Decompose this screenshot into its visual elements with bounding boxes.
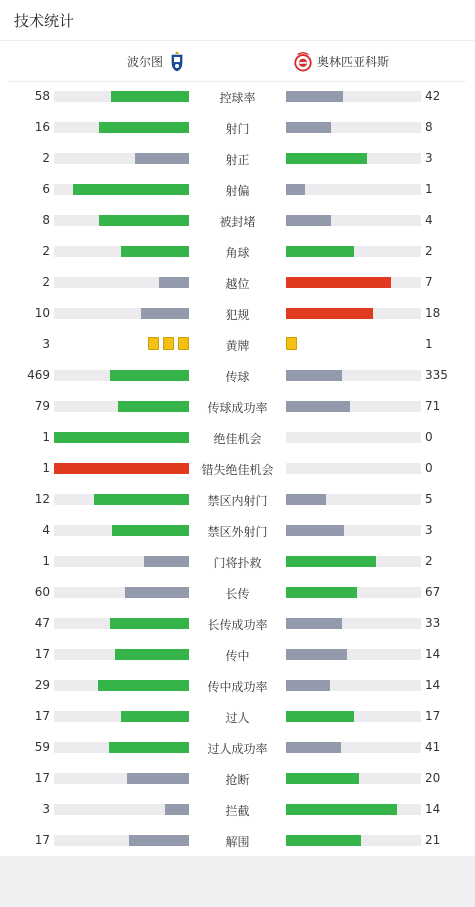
home-bar-track <box>54 680 189 691</box>
home-value: 79 <box>34 399 50 413</box>
stat-label: 解围 <box>225 835 250 849</box>
home-bar-fill <box>98 680 189 691</box>
home-bar-fill <box>121 711 189 722</box>
stat-row <box>0 732 475 763</box>
away-bar-fill <box>286 525 344 536</box>
home-bar-track <box>54 91 189 102</box>
home-value: 1 <box>42 430 50 444</box>
stat-row <box>0 670 475 701</box>
away-bar-track <box>286 556 421 567</box>
home-value: 8 <box>42 213 50 227</box>
stat-row <box>0 794 475 825</box>
home-bar-track <box>54 618 189 629</box>
away-bar-fill <box>286 773 359 784</box>
home-bar-fill <box>129 835 189 846</box>
stat-label: 犯规 <box>225 308 250 322</box>
stat-label: 射正 <box>225 153 250 167</box>
home-bar-track <box>54 773 189 784</box>
stat-row <box>0 701 475 732</box>
home-bar-track <box>54 711 189 722</box>
away-team[interactable] <box>293 48 389 74</box>
stat-row <box>0 422 475 453</box>
away-yellow-cards <box>286 337 297 351</box>
home-bar-fill <box>115 649 189 660</box>
stat-label: 绝佳机会 <box>213 432 262 446</box>
away-value: 1 <box>425 337 433 351</box>
home-bar-track <box>54 556 189 567</box>
home-bar-fill <box>135 153 189 164</box>
stat-row <box>0 174 475 205</box>
home-yellow-cards <box>148 337 189 351</box>
stat-label: 射门 <box>225 122 250 136</box>
home-value: 3 <box>42 337 50 351</box>
home-value: 1 <box>42 461 50 475</box>
away-value: 67 <box>425 585 441 599</box>
home-value: 12 <box>34 492 50 506</box>
home-bar-track <box>54 401 189 412</box>
stat-label: 抢断 <box>225 773 250 787</box>
away-bar-fill <box>286 556 376 567</box>
away-value: 0 <box>425 430 433 444</box>
away-value: 14 <box>425 802 441 816</box>
home-bar-fill <box>121 246 189 257</box>
home-bar-track <box>54 835 189 846</box>
away-bar-fill <box>286 246 354 257</box>
yellow-card-icon <box>148 337 159 350</box>
home-bar-track <box>54 742 189 753</box>
stat-label: 长传成功率 <box>207 618 268 632</box>
away-value: 3 <box>425 151 433 165</box>
stat-row <box>0 236 475 267</box>
stat-label: 禁区内射门 <box>207 494 268 508</box>
stat-label: 拦截 <box>225 804 250 818</box>
olympiacos-crest-icon <box>293 50 313 72</box>
away-bar-fill <box>286 804 397 815</box>
away-value: 71 <box>425 399 441 413</box>
away-bar-track <box>286 804 421 815</box>
home-bar-fill <box>165 804 189 815</box>
home-value: 2 <box>42 244 50 258</box>
home-value: 17 <box>34 771 50 785</box>
stat-label: 长传 <box>225 587 250 601</box>
home-bar-track <box>54 122 189 133</box>
page-title: 技术统计 <box>14 12 75 30</box>
home-value: 17 <box>34 647 50 661</box>
away-value: 14 <box>425 647 441 661</box>
stat-label: 射偏 <box>225 184 250 198</box>
home-bar-fill <box>159 277 189 288</box>
away-bar-track <box>286 432 421 443</box>
home-value: 6 <box>42 182 50 196</box>
away-bar-fill <box>286 711 354 722</box>
away-value: 3 <box>425 523 433 537</box>
home-value: 47 <box>34 616 50 630</box>
away-value: 2 <box>425 244 433 258</box>
stat-row <box>0 825 475 856</box>
stat-row <box>0 608 475 639</box>
away-bar-fill <box>286 122 331 133</box>
away-value: 33 <box>425 616 441 630</box>
away-value: 42 <box>425 89 441 103</box>
away-bar-track <box>286 773 421 784</box>
stat-row <box>0 577 475 608</box>
away-value: 17 <box>425 709 441 723</box>
stat-row <box>0 484 475 515</box>
away-bar-track <box>286 122 421 133</box>
porto-crest-icon <box>167 50 187 72</box>
stat-label: 传球成功率 <box>207 401 268 415</box>
away-value: 14 <box>425 678 441 692</box>
away-value: 2 <box>425 554 433 568</box>
away-value: 0 <box>425 461 433 475</box>
away-bar-fill <box>286 401 350 412</box>
away-bar-track <box>286 525 421 536</box>
away-bar-track <box>286 370 421 381</box>
stat-row <box>0 267 475 298</box>
home-bar-track <box>54 525 189 536</box>
home-value: 1 <box>42 554 50 568</box>
home-bar-track <box>54 370 189 381</box>
home-bar-track <box>54 587 189 598</box>
away-bar-fill <box>286 308 373 319</box>
home-bar-track <box>54 432 189 443</box>
home-value: 29 <box>34 678 50 692</box>
away-value: 18 <box>425 306 441 320</box>
stat-row <box>0 515 475 546</box>
stat-row <box>0 546 475 577</box>
stat-label: 控球率 <box>219 91 256 105</box>
home-value: 3 <box>42 802 50 816</box>
away-bar-fill <box>286 587 357 598</box>
home-value: 469 <box>27 368 50 382</box>
away-bar-track <box>286 835 421 846</box>
away-bar-track <box>286 618 421 629</box>
away-bar-fill <box>286 680 330 691</box>
away-value: 5 <box>425 492 433 506</box>
home-bar-fill <box>54 432 189 443</box>
home-bar-fill <box>109 742 189 753</box>
home-value: 17 <box>34 709 50 723</box>
stat-label: 角球 <box>225 246 250 260</box>
away-bar-track <box>286 308 421 319</box>
yellow-card-icon <box>286 337 297 350</box>
home-bar-track <box>54 494 189 505</box>
yellow-card-icon <box>163 337 174 350</box>
home-bar-fill <box>125 587 189 598</box>
home-bar-fill <box>144 556 189 567</box>
away-bar-fill <box>286 742 341 753</box>
stat-row <box>0 639 475 670</box>
stat-label: 错失绝佳机会 <box>201 463 274 477</box>
away-value: 20 <box>425 771 441 785</box>
away-bar-track <box>286 742 421 753</box>
away-bar-track <box>286 463 421 474</box>
yellow-card-icon <box>178 337 189 350</box>
home-bar-track <box>54 463 189 474</box>
away-bar-fill <box>286 494 326 505</box>
stat-label: 过人 <box>225 711 250 725</box>
home-bar-fill <box>127 773 189 784</box>
away-bar-fill <box>286 277 391 288</box>
home-bar-fill <box>111 91 189 102</box>
away-bar-track <box>286 680 421 691</box>
home-bar-fill <box>110 370 189 381</box>
away-bar-fill <box>286 215 331 226</box>
home-value: 4 <box>42 523 50 537</box>
away-bar-fill <box>286 370 342 381</box>
away-value: 1 <box>425 182 433 196</box>
away-bar-fill <box>286 91 343 102</box>
stat-label: 黄牌 <box>225 339 250 353</box>
home-bar-fill <box>99 122 189 133</box>
stat-label: 禁区外射门 <box>207 525 268 539</box>
home-value: 2 <box>42 275 50 289</box>
stat-label: 传中成功率 <box>207 680 268 694</box>
stat-row <box>0 329 475 360</box>
home-bar-track <box>54 246 189 257</box>
away-value: 21 <box>425 833 441 847</box>
home-bar-fill <box>110 618 189 629</box>
away-team-name: 奥林匹亚科斯 <box>317 54 390 69</box>
stat-row <box>0 360 475 391</box>
home-bar-track <box>54 804 189 815</box>
home-bar-track <box>54 153 189 164</box>
home-value: 59 <box>34 740 50 754</box>
away-bar-track <box>286 649 421 660</box>
away-value: 4 <box>425 213 433 227</box>
stat-label: 越位 <box>225 277 250 291</box>
stat-row <box>0 453 475 484</box>
stat-label: 传中 <box>225 649 250 663</box>
home-bar-track <box>54 308 189 319</box>
home-value: 60 <box>34 585 50 599</box>
away-value: 335 <box>425 368 448 382</box>
stat-label: 被封堵 <box>219 215 256 229</box>
home-bar-fill <box>141 308 189 319</box>
away-bar-track <box>286 401 421 412</box>
home-bar-fill <box>112 525 189 536</box>
home-bar-fill <box>94 494 189 505</box>
home-value: 2 <box>42 151 50 165</box>
away-bar-track <box>286 587 421 598</box>
home-bar-track <box>54 277 189 288</box>
away-value: 41 <box>425 740 441 754</box>
home-bar-fill <box>54 463 189 474</box>
stat-row <box>0 763 475 794</box>
stat-row <box>0 298 475 329</box>
home-value: 16 <box>34 120 50 134</box>
away-bar-fill <box>286 153 367 164</box>
away-bar-track <box>286 246 421 257</box>
stat-row <box>0 143 475 174</box>
stat-row <box>0 205 475 236</box>
stat-row <box>0 81 475 112</box>
stat-row <box>0 391 475 422</box>
away-bar-fill <box>286 184 305 195</box>
away-bar-fill <box>286 618 342 629</box>
away-bar-track <box>286 215 421 226</box>
stat-label: 传球 <box>225 370 250 384</box>
away-bar-track <box>286 277 421 288</box>
away-bar-track <box>286 711 421 722</box>
home-team-name: 波尔图 <box>126 54 163 69</box>
stat-row <box>0 112 475 143</box>
away-bar-track <box>286 184 421 195</box>
home-bar-fill <box>99 215 189 226</box>
home-bar-fill <box>118 401 189 412</box>
away-bar-track <box>286 91 421 102</box>
header-divider <box>0 40 475 41</box>
home-value: 17 <box>34 833 50 847</box>
stat-label: 门将扑救 <box>213 556 262 570</box>
away-value: 7 <box>425 275 433 289</box>
away-bar-fill <box>286 649 347 660</box>
home-bar-track <box>54 649 189 660</box>
away-bar-track <box>286 153 421 164</box>
home-value: 58 <box>34 89 50 103</box>
home-value: 10 <box>34 306 50 320</box>
away-bar-track <box>286 494 421 505</box>
home-bar-fill <box>73 184 189 195</box>
home-team[interactable] <box>127 48 187 74</box>
away-bar-fill <box>286 835 361 846</box>
home-bar-track <box>54 184 189 195</box>
away-value: 8 <box>425 120 433 134</box>
home-bar-track <box>54 215 189 226</box>
stat-label: 过人成功率 <box>207 742 268 756</box>
